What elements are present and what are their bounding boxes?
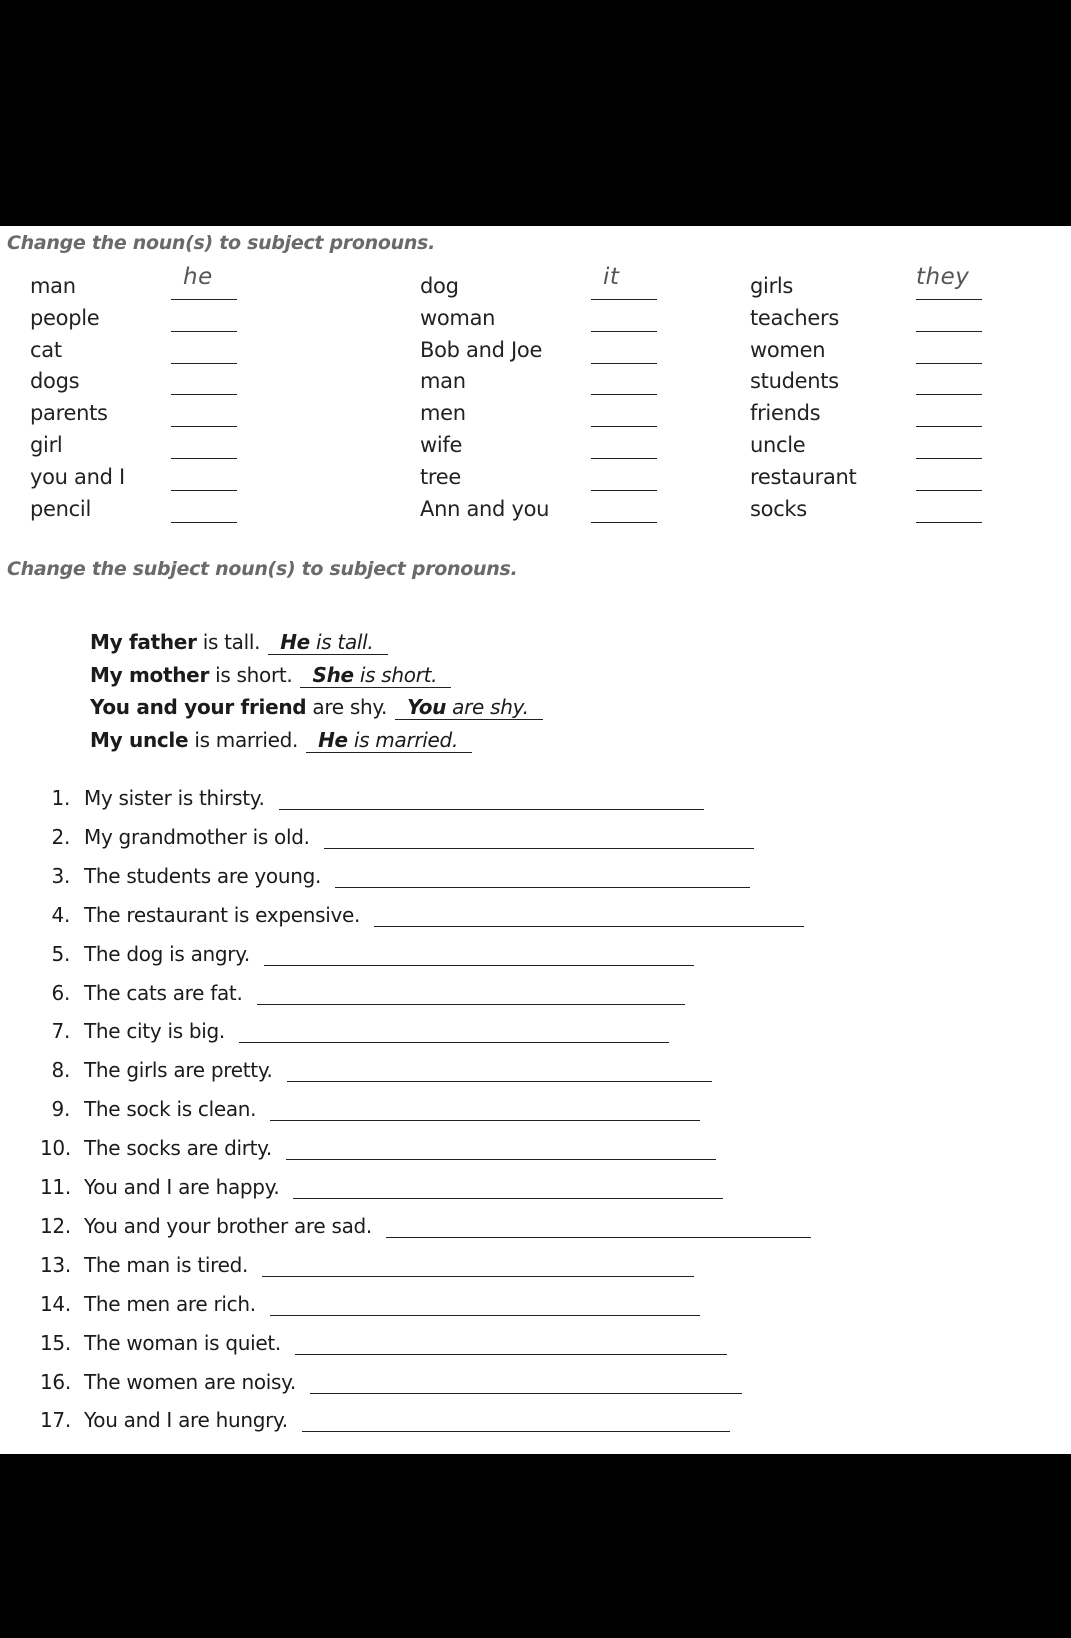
exercise-sentence: The man is tired. [84,1252,249,1277]
example-row [90,695,543,720]
noun-item: teachers [750,305,839,330]
handwritten-answer: they [916,264,970,290]
noun-item: dog [420,274,459,298]
exercise-number: 7. [51,1019,70,1044]
section-2-heading: Change the subject noun(s) to subject pronouns. [7,558,518,580]
exercise-sentence: The socks are dirty. [84,1136,272,1161]
answer-line[interactable] [262,1275,694,1277]
noun-item: friends [750,401,821,426]
exercise-number: 17. [40,1408,71,1433]
noun-item: pencil [30,496,91,521]
noun-item: socks [750,496,807,521]
noun-item: restaurant [750,464,857,489]
example-answer-pronoun: He [318,727,348,752]
answer-blank[interactable] [916,489,982,491]
exercise-item [40,1058,940,1088]
exercise-sentence: You and your brother are sad. [84,1213,372,1238]
exercise-item [40,786,940,816]
answer-blank[interactable] [171,393,237,395]
noun-item: man [420,369,466,394]
exercise-item [40,981,940,1011]
example-predicate: is married. [194,727,299,752]
example-answer [395,695,543,720]
answer-blank[interactable] [591,298,657,300]
noun-item: girl [30,433,63,457]
noun-item: students [750,369,839,394]
exercise-item [40,825,940,855]
answer-blank[interactable] [171,362,237,364]
exercise-number: 13. [40,1252,71,1277]
answer-blank[interactable] [916,362,982,364]
answer-blank[interactable] [916,521,982,523]
answer-blank[interactable] [916,330,982,332]
example-subject: You and your friend [90,695,307,719]
answer-line[interactable] [374,925,804,927]
example-row [90,728,472,753]
exercise-sentence: You and I are happy. [84,1175,280,1199]
exercise-number: 10. [40,1136,71,1161]
exercise-item [40,1331,940,1361]
noun-item: cat [30,337,62,362]
answer-blank[interactable] [591,330,657,332]
exercise-item [40,1292,940,1322]
answer-line[interactable] [302,1430,730,1432]
exercise-number: 9. [51,1097,70,1122]
answer-line[interactable] [293,1197,723,1199]
example-answer-rest: are shy. [452,695,529,719]
example-answer [268,630,387,655]
noun-item: dogs [30,369,80,394]
handwritten-answer: he [183,264,213,290]
exercise-item [40,1175,940,1205]
exercise-number: 6. [51,980,70,1005]
exercise-sentence: The restaurant is expensive. [84,902,361,927]
answer-blank[interactable] [171,457,237,459]
exercise-sentence: My grandmother is old. [84,824,310,849]
noun-item: parents [30,401,108,426]
answer-line[interactable] [286,1158,716,1160]
exercise-number: 8. [51,1058,70,1083]
exercise-item [40,1019,940,1049]
answer-blank[interactable] [916,393,982,395]
exercise-number: 14. [40,1291,71,1316]
exercise-sentence: The sock is clean. [84,1097,257,1122]
answer-line[interactable] [287,1080,712,1082]
example-answer-rest: is short. [359,662,438,687]
answer-line[interactable] [324,847,754,849]
exercise-number: 16. [40,1369,71,1394]
exercise-item [40,903,940,933]
exercise-sentence: The women are noisy. [84,1369,296,1394]
example-answer-rest: is tall. [315,630,374,654]
example-subject: My uncle [90,727,189,752]
exercise-number: 4. [51,902,70,927]
noun-item: men [420,401,466,426]
answer-blank[interactable] [591,425,657,427]
exercise-number: 11. [40,1175,71,1199]
answer-line[interactable] [257,1003,685,1005]
answer-blank[interactable] [591,457,657,459]
exercise-sentence: The woman is quiet. [84,1330,281,1355]
noun-item: woman [420,305,496,330]
exercise-sentence: My sister is thirsty. [84,786,265,810]
exercise-sentence: The men are rich. [84,1291,256,1316]
answer-line[interactable] [239,1041,669,1043]
noun-item: man [30,274,76,298]
example-subject: My mother [90,662,210,687]
handwritten-answer: it [603,264,620,290]
answer-line[interactable] [279,808,704,810]
exercise-item [40,864,940,894]
noun-item: tree [420,464,462,489]
answer-line[interactable] [270,1314,700,1316]
example-row [90,630,388,655]
answer-blank[interactable] [171,521,237,523]
example-answer-rest: is married. [353,727,459,752]
answer-blank[interactable] [591,393,657,395]
answer-blank[interactable] [916,457,982,459]
answer-blank[interactable] [591,362,657,364]
example-predicate: are shy. [312,695,388,719]
exercise-number: 1. [51,786,70,810]
section-1-heading: Change the noun(s) to subject pronouns. [7,232,435,254]
example-answer-pronoun: He [280,630,310,654]
example-predicate: is tall. [202,630,261,654]
exercise-item [40,1253,940,1283]
answer-blank[interactable] [171,425,237,427]
exercise-item [40,942,940,972]
exercise-sentence: The dog is angry. [84,941,250,966]
answer-blank[interactable] [171,489,237,491]
noun-item: Ann and you [420,496,550,521]
answer-line[interactable] [386,1236,811,1238]
example-subject: My father [90,630,197,654]
exercise-item [40,1097,940,1127]
example-answer-pronoun: She [312,662,354,687]
worksheet [0,226,1071,1454]
noun-item: girls [750,274,794,298]
exercise-sentence: The students are young. [84,863,322,888]
exercise-sentence: The city is big. [84,1019,225,1044]
exercise-number: 5. [51,941,70,966]
exercise-sentence: The cats are fat. [84,980,243,1005]
example-answer-pronoun: You [407,695,447,719]
noun-item: you and I [30,464,125,489]
answer-blank[interactable] [916,298,982,300]
exercise-item [40,1136,940,1166]
noun-item: uncle [750,433,806,457]
answer-blank[interactable] [591,489,657,491]
exercise-sentence: You and I are hungry. [84,1408,288,1433]
example-row [90,663,451,688]
answer-line[interactable] [335,886,750,888]
answer-line[interactable] [270,1119,700,1121]
answer-blank[interactable] [171,330,237,332]
noun-item: Bob and Joe [420,337,543,362]
exercise-item [40,1408,940,1438]
answer-blank[interactable] [591,521,657,523]
exercise-number: 12. [40,1213,71,1238]
answer-line[interactable] [310,1392,742,1394]
example-predicate: is short. [215,662,293,687]
example-answer [300,663,451,688]
answer-line[interactable] [264,964,694,966]
answer-blank[interactable] [916,425,982,427]
answer-blank[interactable] [171,298,237,300]
example-answer [306,728,472,753]
exercise-item [40,1214,940,1244]
noun-item: wife [420,433,463,457]
exercise-number: 15. [40,1330,71,1355]
noun-item: women [750,337,826,362]
noun-item: people [30,305,100,330]
exercise-number: 2. [51,824,70,849]
exercise-number: 3. [51,863,70,888]
exercise-item [40,1370,940,1400]
exercise-sentence: The girls are pretty. [84,1058,273,1083]
answer-line[interactable] [295,1353,727,1355]
